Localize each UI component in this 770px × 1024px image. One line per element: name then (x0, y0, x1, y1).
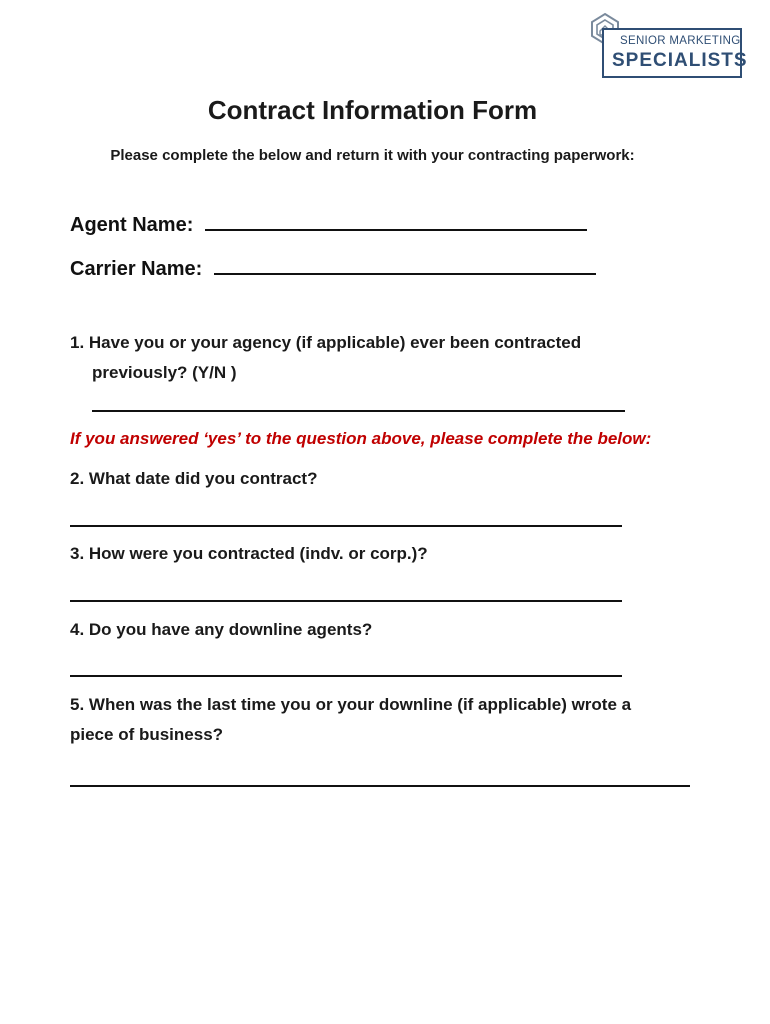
answer-line-5[interactable] (70, 785, 690, 787)
question-5-line2: piece of business? (70, 725, 224, 744)
question-1-line1: 1. Have you or your agency (if applicable) ever been contracted (70, 333, 582, 352)
answer-line-1[interactable] (92, 410, 625, 412)
page-subtitle: Please complete the below and return it with your contracting paperwork: (110, 147, 635, 164)
carrier-name-label: Carrier Name: (70, 258, 203, 280)
question-2: 2. What date did you contract? (70, 469, 318, 488)
logo-text-line2: SPECIALISTS (612, 50, 748, 71)
company-logo (588, 12, 748, 82)
conditional-instruction: If you answered ‘yes’ to the question above, please complete the below: (70, 429, 652, 448)
logo-text-line1: SENIOR MARKETING (620, 35, 741, 47)
answer-line-2[interactable] (70, 525, 622, 527)
question-3: 3. How were you contracted (indv. or corp.)? (70, 544, 428, 563)
agent-name-label: Agent Name: (70, 214, 194, 236)
page-title: Contract Information Form (207, 95, 538, 125)
agent-name-input-line[interactable] (205, 211, 587, 231)
question-4: 4. Do you have any downline agents? (70, 620, 373, 639)
answer-line-4[interactable] (70, 675, 622, 677)
carrier-name-input-line[interactable] (214, 255, 596, 275)
carrier-name-row (70, 255, 596, 281)
question-1-line2: previously? (Y/N ) (92, 363, 237, 382)
agent-name-row (70, 211, 587, 237)
question-5-line1: 5. When was the last time you or your downline (if applicable) wrote a (70, 695, 632, 714)
logo-box (602, 28, 748, 78)
answer-line-3[interactable] (70, 600, 622, 602)
